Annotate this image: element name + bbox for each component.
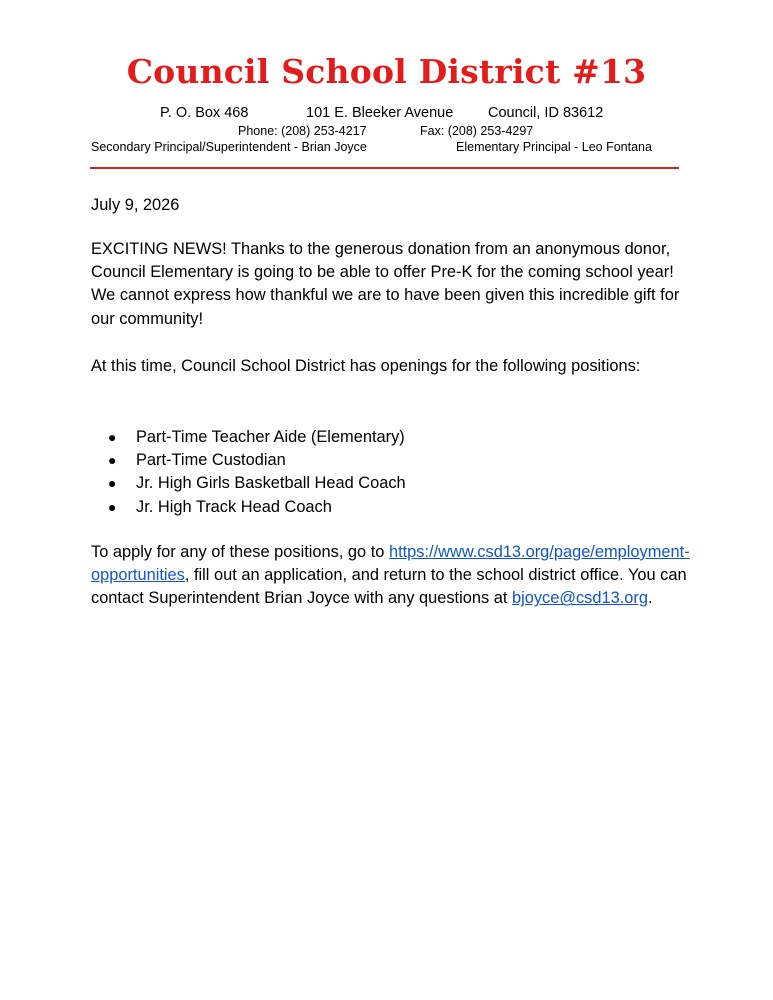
street-address: 101 E. Bleeker Avenue [306, 105, 454, 121]
apply-text-middle: , fill out an application, and return to the school district office. You can contact Superintendent Brian Joyce with any questions at [91, 566, 687, 608]
phone-number: Phone: (208) 253-4217 [238, 124, 367, 138]
superintendent-email-link[interactable]: bjoyce@csd13.org [511, 589, 648, 608]
position-title: Part-Time Custodian [136, 451, 286, 470]
list-item [108, 496, 406, 519]
apply-text-end: . [647, 589, 653, 608]
announcement-paragraph: EXCITING NEWS! Thanks to the generous donation from an anonymous donor, Council Elementary is going to be able to offer Pre-K for the coming school year! We cannot express how thankful we are to have been given this incredible gift for our community! [91, 240, 680, 328]
list-item [108, 472, 406, 495]
po-box: P. O. Box 468 [160, 105, 249, 121]
positions-list [108, 426, 406, 519]
fax-number: Fax: (208) 253-4297 [420, 124, 534, 138]
district-title: Council School District #13 [126, 52, 647, 91]
bullet-icon: ● [108, 475, 117, 492]
bullet-icon: ● [108, 452, 117, 469]
secondary-principal: Secondary Principal/Superintendent - Brian Joyce [91, 140, 367, 154]
letterhead-divider [90, 167, 679, 169]
letter-date: July 9, 2026 [91, 196, 180, 214]
bullet-icon: ● [108, 429, 117, 445]
employment-opportunities-link[interactable]: https://www.csd13.org/page/employment-opportunities [91, 543, 690, 585]
list-item [108, 426, 406, 449]
list-item [108, 449, 406, 472]
position-title: Part-Time Teacher Aide (Elementary) [136, 428, 405, 446]
position-title: Jr. High Girls Basketball Head Coach [136, 474, 406, 493]
apply-instructions-paragraph [91, 541, 691, 611]
city-state-zip: Council, ID 83612 [488, 105, 604, 121]
bullet-icon: ● [108, 498, 117, 515]
elementary-principal: Elementary Principal - Leo Fontana [456, 140, 652, 154]
apply-text-start: To apply for any of these positions, go to [91, 543, 389, 561]
position-title: Jr. High Track Head Coach [136, 497, 332, 516]
openings-intro-paragraph: At this time, Council School District has openings for the following positions: [91, 357, 641, 375]
